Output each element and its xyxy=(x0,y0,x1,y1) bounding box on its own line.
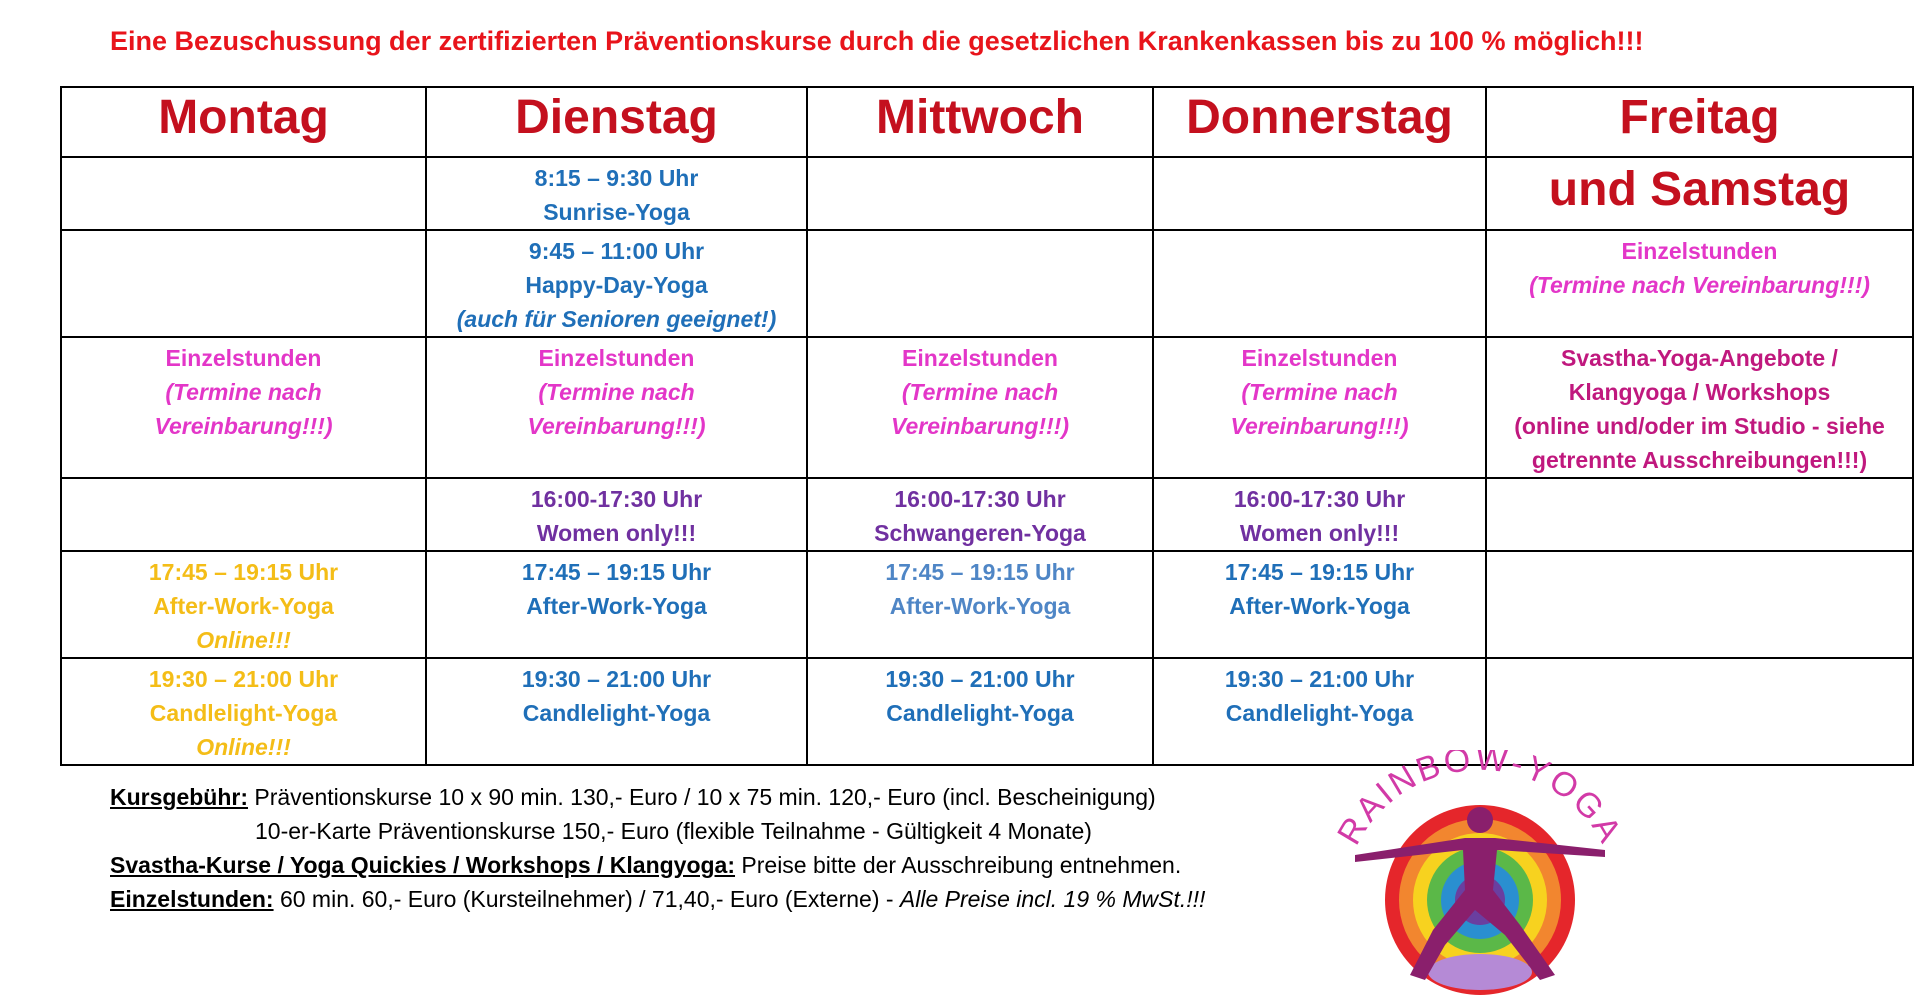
cell-tue-happy-day-yoga: 9:45 – 11:00 Uhr Happy-Day-Yoga (auch für Senioren geeignet!) xyxy=(426,230,807,337)
weekly-schedule-table xyxy=(60,86,1914,766)
cell-mon-after-work-yoga: 17:45 – 19:15 Uhr After-Work-Yoga Online!!! xyxy=(61,551,426,658)
table-row xyxy=(61,337,1913,478)
cell-thu-after-work-yoga: 17:45 – 19:15 Uhr After-Work-Yoga xyxy=(1153,551,1486,658)
cell-wed-after-work-yoga: 17:45 – 19:15 Uhr After-Work-Yoga xyxy=(807,551,1153,658)
svg-text:RAINBOW-YOGA: RAINBOW-YOGA xyxy=(1330,750,1630,852)
table-row xyxy=(61,230,1913,337)
table-row xyxy=(61,478,1913,551)
pricing-info xyxy=(110,780,1330,916)
cell-tue-sunrise-yoga: 8:15 – 9:30 Uhr Sunrise-Yoga xyxy=(426,157,807,230)
rainbow-yoga-logo-icon xyxy=(1315,750,1635,995)
cell-empty xyxy=(807,157,1153,230)
cell-mon-candlelight-yoga: 19:30 – 21:00 Uhr Candlelight-Yoga Online!!! xyxy=(61,658,426,765)
header-friday: Freitag xyxy=(1486,87,1913,157)
cell-fri-single-lessons: Einzelstunden (Termine nach Vereinbarung!!!) xyxy=(1486,230,1913,337)
table-row xyxy=(61,157,1913,230)
cell-empty xyxy=(61,230,426,337)
cell-empty xyxy=(807,230,1153,337)
header-monday: Montag xyxy=(61,87,426,157)
cell-empty xyxy=(61,478,426,551)
header-saturday: und Samstag xyxy=(1486,157,1913,230)
cell-empty xyxy=(1153,230,1486,337)
single-price-line: Einzelstunden: 60 min. 60,- Euro (Kursteilnehmer) / 71,40,- Euro (Externe) - Alle Preise incl. 19 % MwSt.!!! xyxy=(110,886,1206,912)
card-line: 10-er-Karte Präventionskurse 150,- Euro (flexible Teilnahme - Gültigkeit 4 Monate) xyxy=(255,818,1092,844)
cell-tue-women-only: 16:00-17:30 Uhr Women only!!! xyxy=(426,478,807,551)
table-row xyxy=(61,658,1913,765)
header-wednesday: Mittwoch xyxy=(807,87,1153,157)
cell-tue-candlelight-yoga: 19:30 – 21:00 Uhr Candlelight-Yoga xyxy=(426,658,807,765)
cell-empty xyxy=(1486,658,1913,765)
cell-mon-single-lessons: Einzelstunden (Termine nach Vereinbarung!!!) xyxy=(61,337,426,478)
cell-tue-after-work-yoga: 17:45 – 19:15 Uhr After-Work-Yoga xyxy=(426,551,807,658)
subsidy-banner: Eine Bezuschussung der zertifizierten Präventionskurse durch die gesetzlichen Krankenkassen bis zu 100 % möglich!!! xyxy=(110,26,1644,56)
cell-wed-pregnancy-yoga: 16:00-17:30 Uhr Schwangeren-Yoga xyxy=(807,478,1153,551)
cell-empty xyxy=(1153,157,1486,230)
cell-empty xyxy=(61,157,426,230)
cell-wed-candlelight-yoga: 19:30 – 21:00 Uhr Candlelight-Yoga xyxy=(807,658,1153,765)
cell-empty xyxy=(1486,551,1913,658)
table-row-days xyxy=(61,87,1913,157)
cell-thu-single-lessons: Einzelstunden (Termine nach Vereinbarung!!!) xyxy=(1153,337,1486,478)
fee-line: Kursgebühr: Präventionskurse 10 x 90 min. 130,- Euro / 10 x 75 min. 120,- Euro (incl. Bescheinigung) xyxy=(110,784,1156,810)
cell-empty xyxy=(1486,478,1913,551)
cell-wed-single-lessons: Einzelstunden (Termine nach Vereinbarung!!!) xyxy=(807,337,1153,478)
cell-thu-women-only: 16:00-17:30 Uhr Women only!!! xyxy=(1153,478,1486,551)
cell-fri-offers: Svastha-Yoga-Angebote / Klangyoga / Workshops (online und/oder im Studio - siehe getrennte Ausschreibungen!!!) xyxy=(1486,337,1913,478)
cell-tue-single-lessons: Einzelstunden (Termine nach Vereinbarung!!!) xyxy=(426,337,807,478)
header-thursday: Donnerstag xyxy=(1153,87,1486,157)
svastha-line: Svastha-Kurse / Yoga Quickies / Workshops / Klangyoga: Preise bitte der Ausschreibung entnehmen. xyxy=(110,852,1182,878)
header-tuesday: Dienstag xyxy=(426,87,807,157)
cell-thu-candlelight-yoga: 19:30 – 21:00 Uhr Candlelight-Yoga xyxy=(1153,658,1486,765)
table-row xyxy=(61,551,1913,658)
rainbow-yoga-logo xyxy=(1315,750,1635,995)
